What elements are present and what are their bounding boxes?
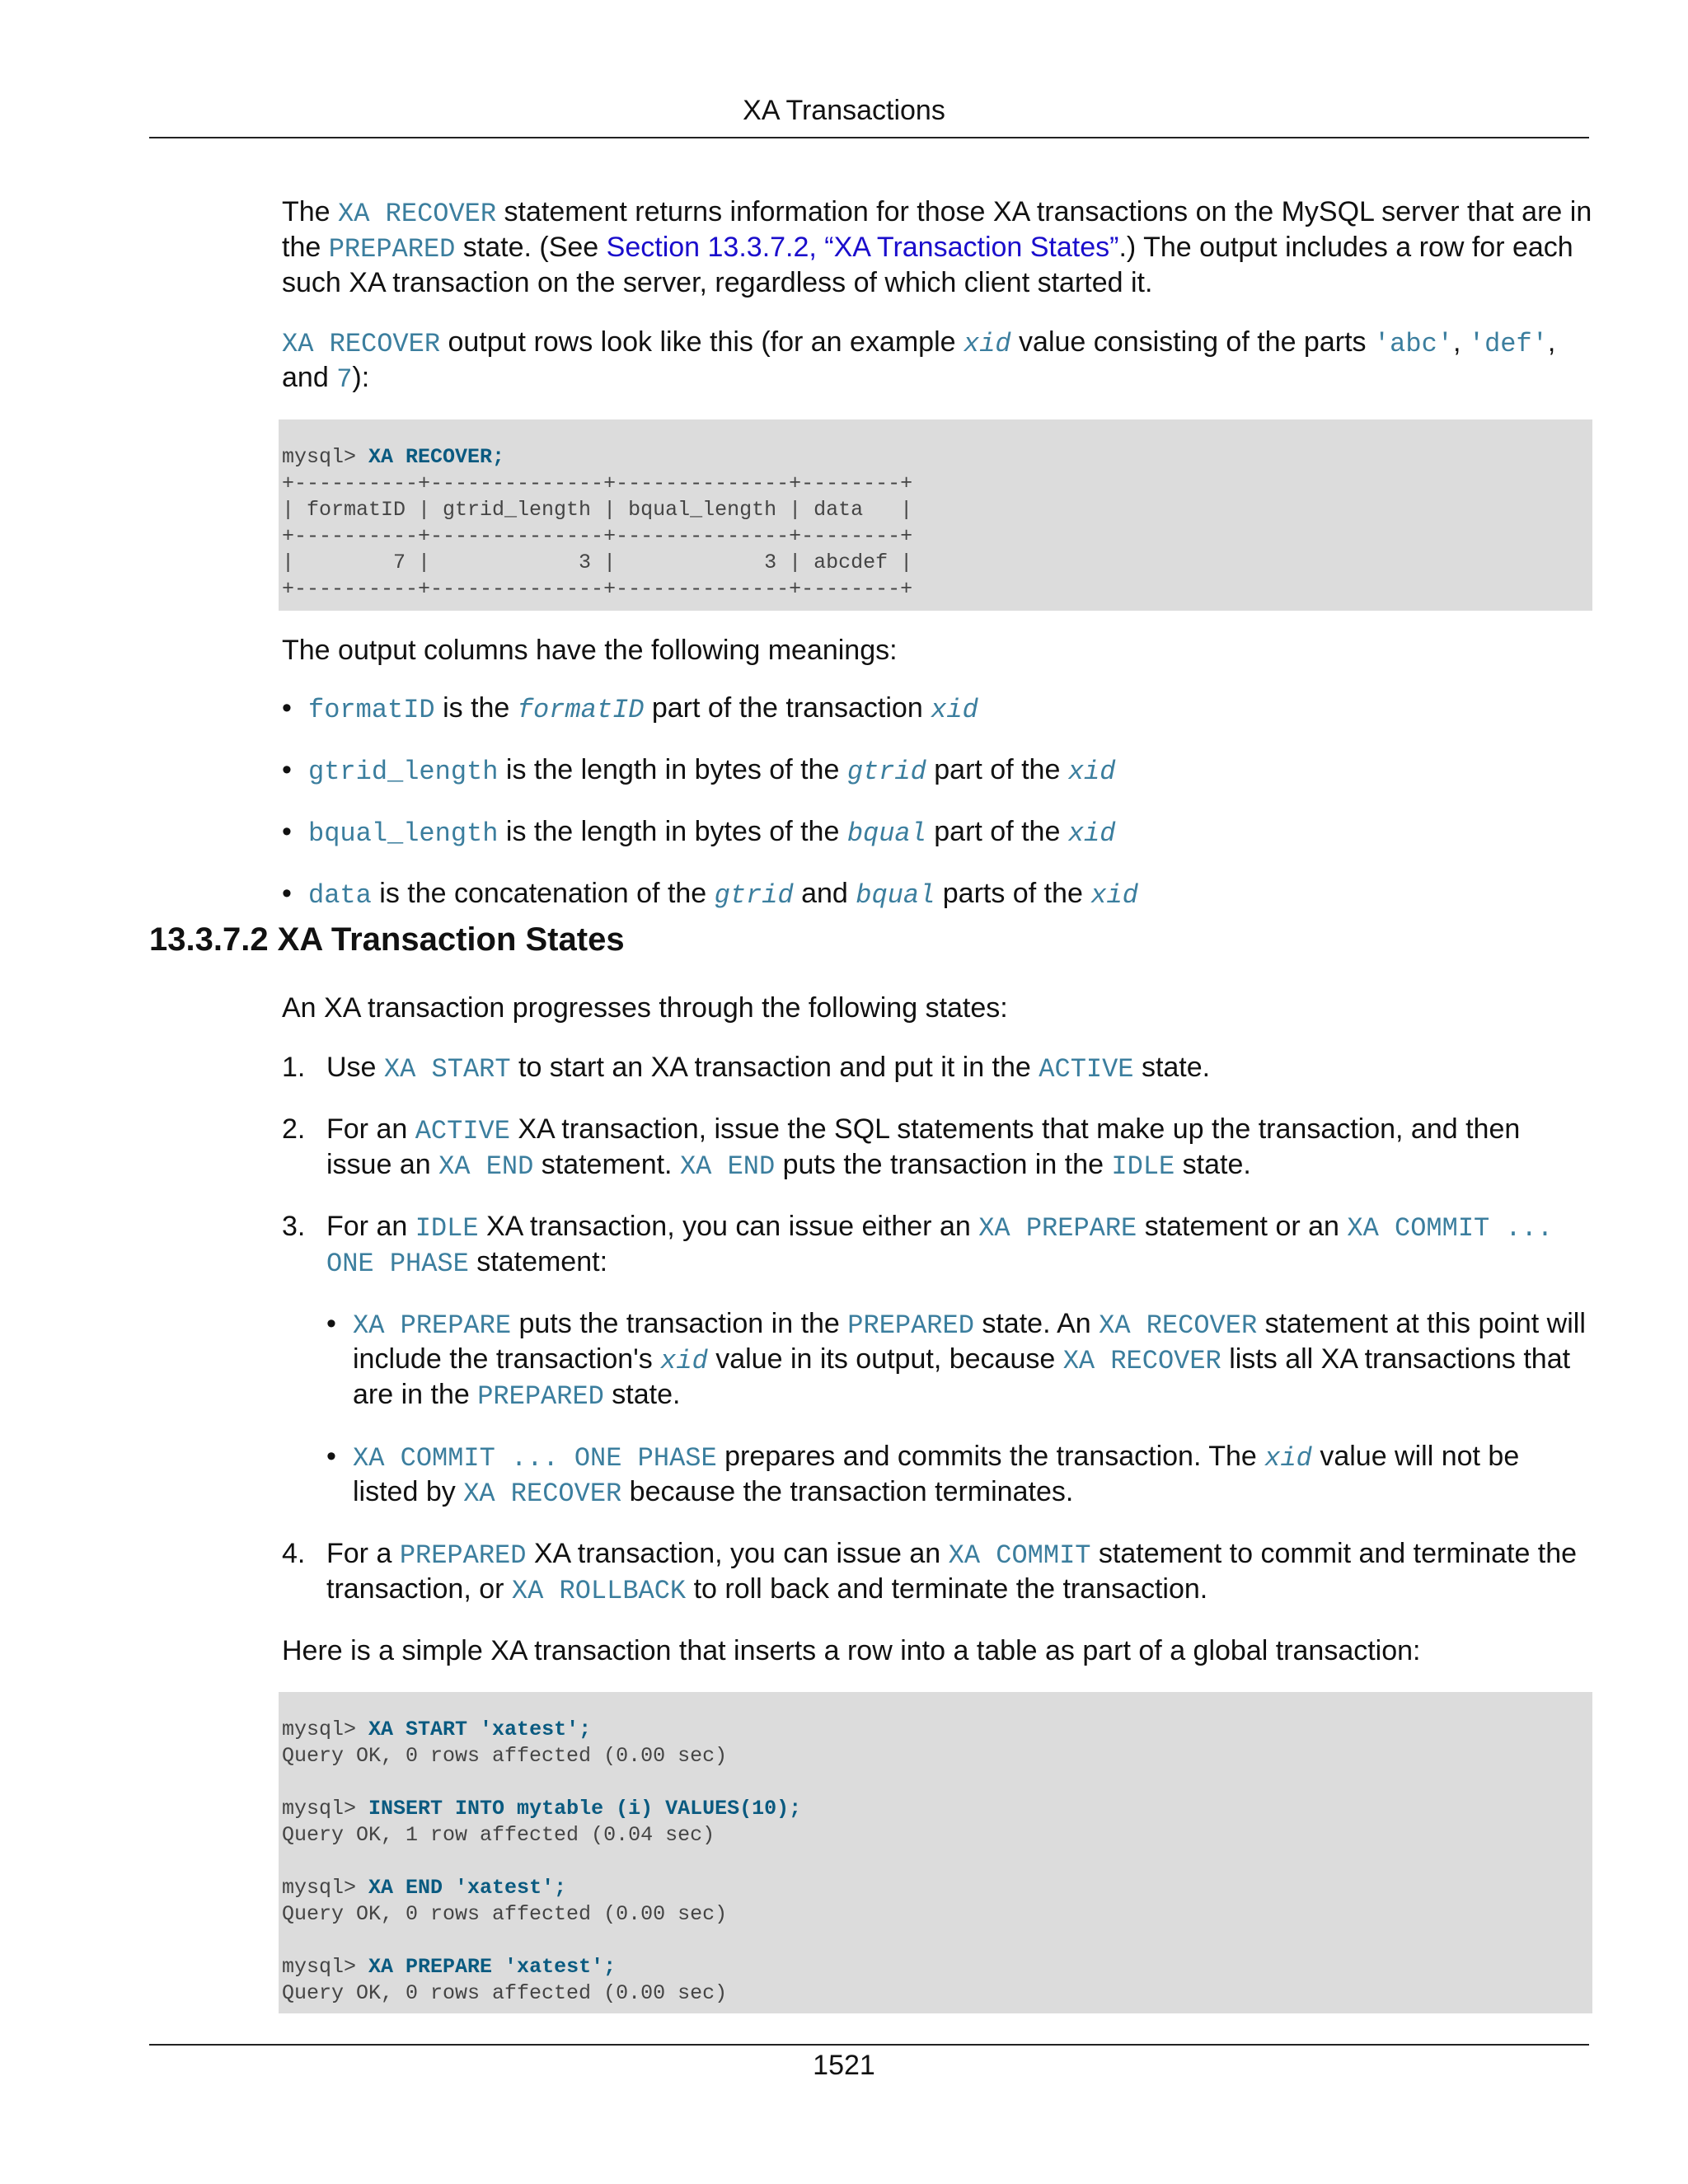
- list-item: • XA PREPARE puts the transaction in the PREPARED state. An XA RECOVER statement at this point will include the transaction's xid value in its output, because XA RECOVER lists all XA transactions that are in the PREPARED state.: [326, 1307, 1592, 1413]
- list-item: 2. For an ACTIVE XA transaction, issue the SQL statements that make up the transaction, and then issue an XA END statement. XA END puts the transaction in the IDLE state.: [282, 1113, 1521, 1182]
- section-link[interactable]: Section 13.3.7.2, “XA Transaction States”: [606, 232, 1119, 263]
- list-item: • data is the concatenation of the gtrid and bqual parts of the xid: [282, 877, 1592, 912]
- states-intro: An XA transaction progresses through the following states:: [282, 992, 1008, 1024]
- page-header-title: XA Transactions: [743, 95, 945, 126]
- columns-intro: The output columns have the following meanings:: [282, 635, 898, 666]
- header-divider: [149, 137, 1589, 138]
- page-content: [282, 195, 1592, 912]
- inline-code: 7: [336, 364, 353, 395]
- table-border-line: +----------+--------------+--------------+--------+: [282, 577, 913, 601]
- table-border-line: +----------+--------------+--------------+--------+: [282, 524, 913, 548]
- list-item: 1. Use XA START to start an XA transaction and put it in the ACTIVE state.: [282, 1052, 1211, 1085]
- inline-code: 'abc': [1373, 329, 1453, 359]
- list-item: 3. For an IDLE XA transaction, you can issue either an XA PREPARE statement or an XA COMMIT ... ONE PHASE statement: • XA PREPARE puts the transaction in the PREPARED state. An XA RECOVER statement at this point will include the transaction's xid value in its output, because XA RECOVER lists all XA transactions that are in the PREPARED state. • XA COMMIT ... ONE PHASE prepares and commits the transaction. The xid value will not be listed by XA RECOVER because the transaction terminates.: [282, 1210, 1592, 1511]
- table-header-line: | formatID | gtrid_length | bqual_length | data |: [282, 498, 913, 522]
- list-item: • bqual_length is the length in bytes of the bqual part of the xid: [282, 815, 1592, 851]
- section-content: [282, 991, 1592, 2013]
- table-border-line: +----------+--------------+--------------+--------+: [282, 471, 913, 495]
- list-item: 4. For a PREPARED XA transaction, you can issue an XA COMMIT statement to commit and terminate the transaction, or XA ROLLBACK to roll back and terminate the transaction.: [282, 1538, 1578, 1606]
- states-list: [282, 1051, 1592, 1608]
- inline-code: XA RECOVER: [338, 199, 497, 229]
- xa-recover-code-block: mysql> XA RECOVER; +----------+--------------+--------------+--------+ | formatID | gtrid_length | bqual_length | data | +----------+--------------+--------------+--------+ | 7 | 3 | 3 | abcdef | +----------+--------------+--------------+--------+: [279, 419, 1592, 611]
- list-item: • XA COMMIT ... ONE PHASE prepares and commits the transaction. The xid value will not be listed by XA RECOVER because the transaction terminates.: [326, 1440, 1592, 1511]
- example-intro: Here is a simple XA transaction that inserts a row into a table as part of a global transaction:: [282, 1635, 1421, 1666]
- footer-divider: [149, 2044, 1589, 2046]
- intro-paragraph: The XA RECOVER statement returns information for those XA transactions on the MySQL server that are in the PREPARED state. (See Section 13.3.7.2, “XA Transaction States”.) The output includes a row for each such XA transaction on the server, regardless of which client started it.: [282, 196, 1592, 298]
- list-item: • formatID is the formatID part of the transaction xid: [282, 691, 1592, 727]
- inline-code: XA RECOVER: [282, 329, 441, 359]
- inline-code: PREPARED: [328, 234, 456, 265]
- table-row-line: | 7 | 3 | 3 | abcdef |: [282, 551, 913, 574]
- recover-output-paragraph: XA RECOVER output rows look like this (for an example xid value consisting of the parts 'abc', 'def', and 7):: [282, 326, 1556, 395]
- list-item: • gtrid_length is the length in bytes of the gtrid part of the xid: [282, 753, 1592, 789]
- section-heading: 13.3.7.2 XA Transaction States: [149, 921, 625, 958]
- xa-transaction-code-block: mysql> XA START 'xatest'; Query OK, 0 rows affected (0.00 sec) mysql> INSERT INTO mytable (i) VALUES(10); Query OK, 1 row affected (0.04 sec) mysql> XA END 'xatest'; Query OK, 0 rows affected (0.00 sec) mysql> XA PREPARE 'xatest'; Query OK, 0 rows affected (0.00 sec): [279, 1692, 1592, 2013]
- column-meanings-list: [282, 691, 1592, 912]
- nested-list: [326, 1307, 1592, 1511]
- page-number: 1521: [813, 2050, 875, 2081]
- inline-code-italic: xid: [964, 329, 1011, 359]
- inline-code: 'def': [1468, 329, 1548, 359]
